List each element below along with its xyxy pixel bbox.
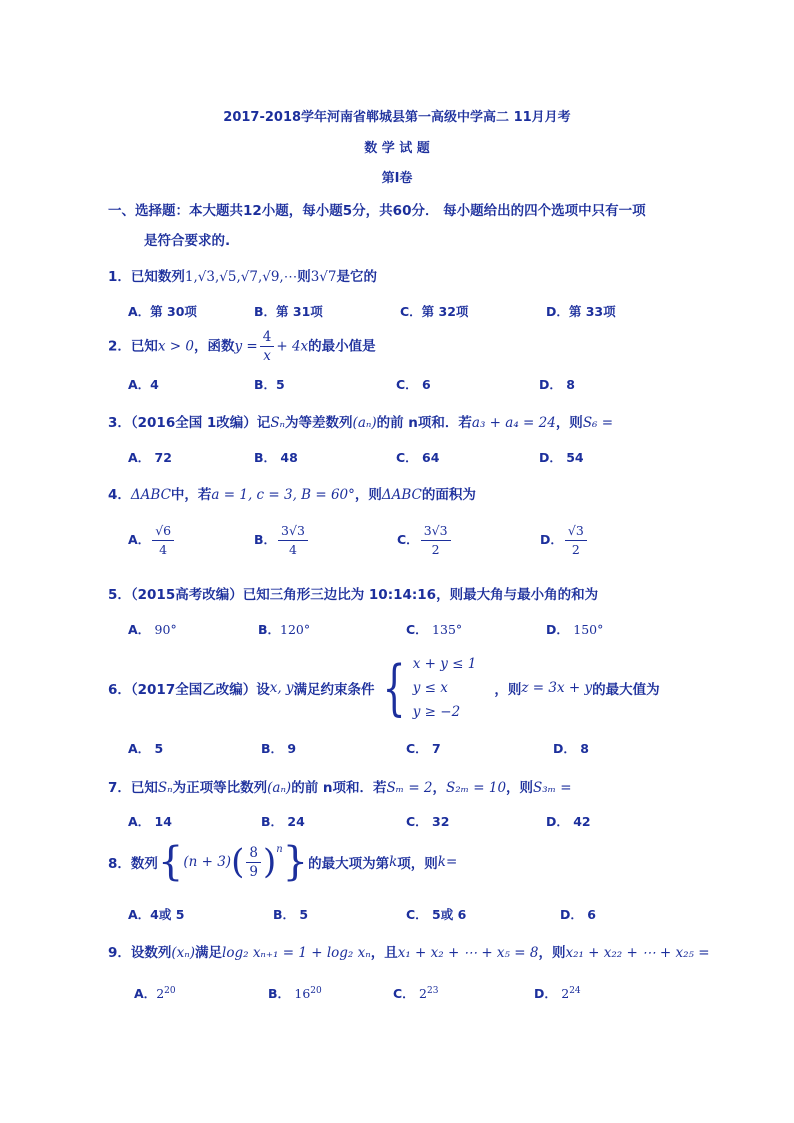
- question-1: 1．已知数列1,√3,√5,√7,√9,⋯则3√7是它的: [108, 269, 377, 285]
- q9-option-b: B． $16^{20}$: [268, 985, 322, 1001]
- q2-option-d: D． 8: [539, 377, 575, 392]
- q7-option-c: C． 32: [406, 814, 450, 829]
- q3-option-a: A． 72: [128, 450, 172, 465]
- exam-subtitle: 数 学 试 题: [364, 141, 430, 156]
- q7-option-a: A． 14: [128, 814, 172, 829]
- question-3: 3．（2016全国 1改编）记Sₙ为等差数列(aₙ)的前 n项和．若a₃ + a₄ = 24，则S₆ =: [108, 415, 614, 431]
- q1-option-c: C．第 32项: [400, 304, 469, 319]
- q8-option-a: A．4或 5: [128, 907, 185, 922]
- q2-option-a: A．4: [128, 377, 159, 392]
- q4-option-c: C． $\frac{3√3}{2}$: [397, 522, 453, 559]
- q4-option-a: A． $\frac{√6}{4}$: [128, 522, 176, 559]
- q6-option-c: C． 7: [406, 741, 441, 756]
- volume-label: 第Ⅰ卷: [381, 171, 413, 186]
- q6-option-d: D． 8: [553, 741, 589, 756]
- question-7: 7．已知Sₙ为正项等比数列(aₙ)的前 n项和．若Sₘ = 2，S₂ₘ = 10，则S₃ₘ =: [108, 780, 572, 796]
- q3-option-c: C． 64: [396, 450, 440, 465]
- q2-option-b: B．5: [254, 377, 285, 392]
- q8-option-b: B． 5: [273, 907, 309, 922]
- section-heading-line2: 是符合要求的.: [144, 233, 231, 249]
- question-5: 5．（2015高考改编）已知三角形三边比为 10:14:16，则最大角与最小角的和为: [108, 587, 599, 603]
- q8-option-c: C． 5或 6: [406, 907, 467, 922]
- question-8: 8．数列 { (n + 3) ( $\frac{8}{9}$ ) n } 的最大项为第 k 项，则 k =: [108, 839, 458, 885]
- q1-option-b: B．第 31项: [254, 304, 323, 319]
- constraint-system: x + y ≤ 1 y ≤ x y ≥ −2: [412, 656, 477, 720]
- q9-option-d: D． $2^{24}$: [534, 985, 581, 1001]
- q8-option-d: D． 6: [560, 907, 596, 922]
- q7-option-b: B． 24: [261, 814, 305, 829]
- q4-option-d: D． $\frac{√3}{2}$: [540, 522, 589, 559]
- q2-option-c: C． 6: [396, 377, 431, 392]
- q9-option-a: A．$2^{20}$: [134, 985, 176, 1001]
- q5-option-b: B．120°: [258, 622, 311, 637]
- q5-option-a: A． 90°: [128, 622, 177, 637]
- q5-option-d: D． 150°: [546, 622, 604, 637]
- question-9: 9．设数列(xₙ)满足log₂ xₙ₊₁ = 1 + log₂ xₙ，且x₁ + x₂ + ⋯ + x₅ = 8，则x₂₁ + x₂₂ + ⋯ + x₂₅ =: [108, 945, 710, 961]
- q4-option-b: B． $\frac{3√3}{4}$: [254, 522, 310, 559]
- q5-option-c: C． 135°: [406, 622, 463, 637]
- constraint-brace: {: [382, 653, 406, 723]
- question-4: 4．ΔABC中，若a = 1, c = 3, B = 60°，则ΔABC的面积为: [108, 487, 476, 503]
- q3-option-d: D． 54: [539, 450, 584, 465]
- section-heading-line1: 一、选择题：本大题共12小题，每小题5分，共60分． 每小题给出的四个选项中只有一项: [108, 203, 646, 219]
- q1-option-a: A．第 30项: [128, 304, 197, 319]
- q6-option-a: A． 5: [128, 741, 164, 756]
- q9-option-c: C． $2^{23}$: [393, 985, 439, 1001]
- question-2: 2．已知x > 0，函数y = $\frac{4}{x}$ + 4x的最小值是: [108, 329, 376, 364]
- q6-option-b: B． 9: [261, 741, 297, 756]
- q7-option-d: D． 42: [546, 814, 591, 829]
- question-6: 6．（2017全国乙改编）设 x, y 满足约束条件 { x + y ≤ 1 y ≤ x y ≥ −2 ，则 z = 3x + y 的最大值为: [108, 653, 660, 723]
- q3-option-b: B． 48: [254, 450, 298, 465]
- q1-option-d: D．第 33项: [546, 304, 616, 319]
- exam-title: 2017-2018学年河南省郸城县第一高级中学高二 11月月考: [223, 110, 571, 125]
